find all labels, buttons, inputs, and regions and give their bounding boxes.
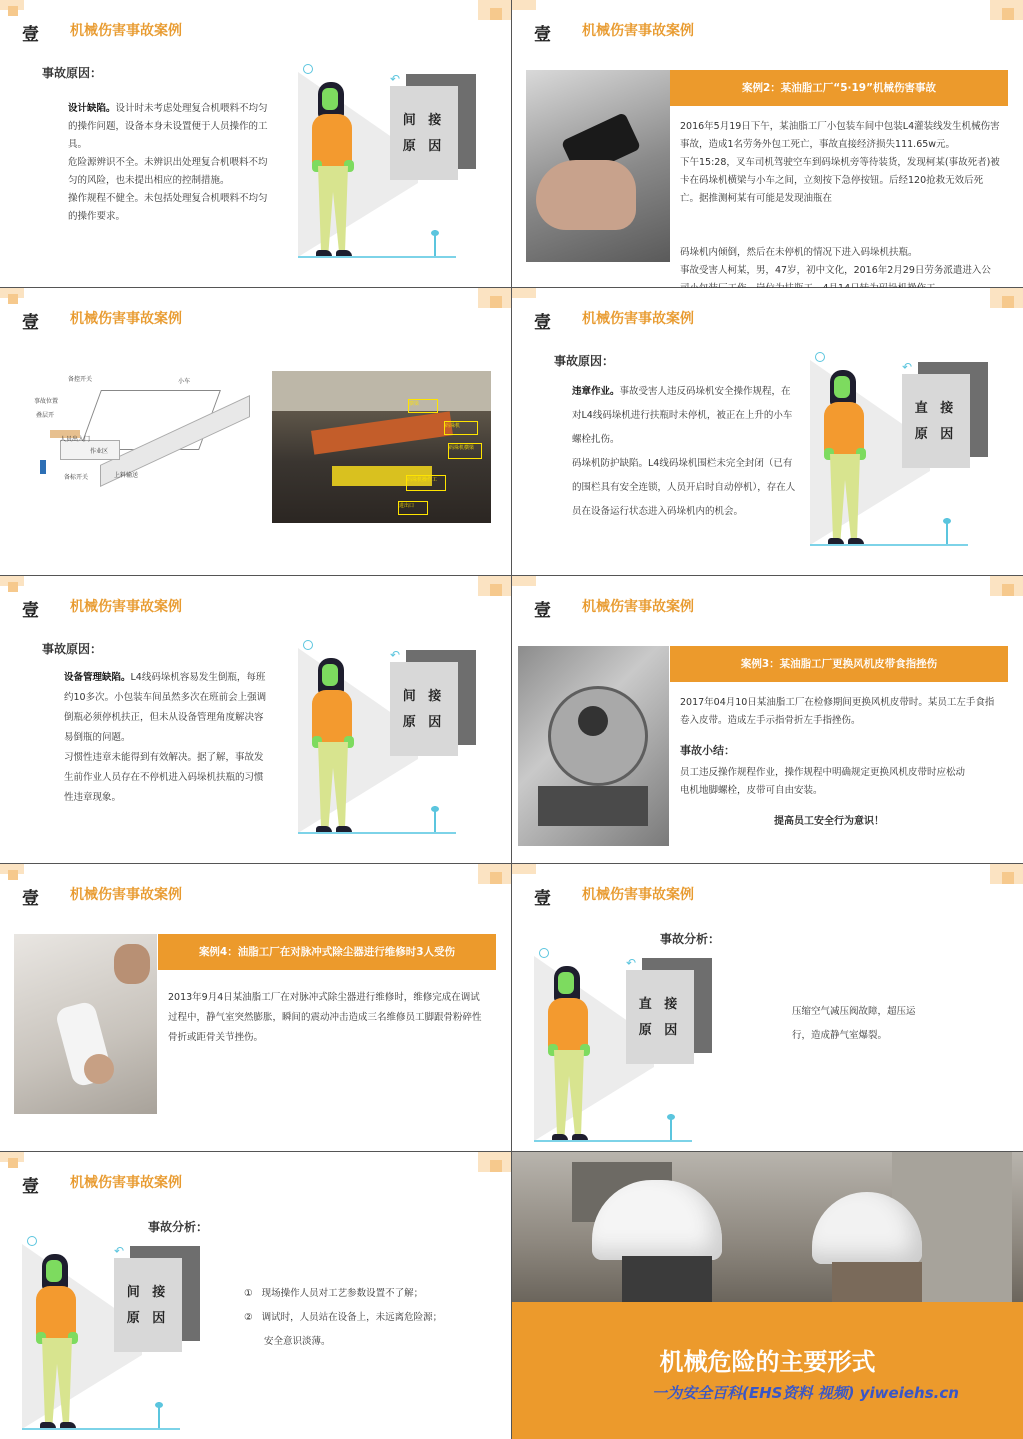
summary-text: 员工违反操作规程作业，操作规程中明确规定更换风机皮带时应松动电机地脚螺栓，皮带可自由安装。	[680, 767, 966, 796]
cause-text: 设备管理缺陷。L4线码垛机容易发生倒瓶，每班约10多次。小包装车间虽然多次在班前会上强调倒瓶必须停机扶正，但未从设备管理角度解决容易倒瓶的问题。 习惯性违章未能得到有效解决。据了解，事故发生前作业人员存在不停机进入码垛机扶瓶的习惯性违章现象。	[64, 672, 267, 803]
indirect-cause-card: 间 接 原 因	[390, 86, 458, 180]
analysis-list	[244, 1282, 474, 1354]
cause-text: 设计缺陷。设计时未考虑处理复合机喂料不均匀的操作问题，设备本身未设置便于人员操作的工具。 危险源辨识不全。未辨识出处理复合机喂料不均匀的风险，也未提出相应的控制措施。 操作规程不健全。未包括处理复合机喂料不均匀的操作要求。	[68, 103, 268, 222]
slide-1	[0, 0, 511, 287]
factory-photo: 横梁 码垛机 码垛机横梁 码垛机操作工 进出口	[272, 371, 491, 523]
slide-title: 机械伤害事故案例	[582, 311, 694, 327]
section-number: 壹	[22, 601, 39, 621]
slide-title: 机械伤害事故案例	[70, 23, 182, 39]
slide-title: 机械伤害事故案例	[70, 1175, 182, 1191]
fan-photo	[518, 646, 669, 846]
case-text: 2017年04月10日某油脂工厂在检修期间更换风机皮带时。某员工左手食指卷入皮带。造成左手示指骨折左手指挫伤。	[680, 697, 995, 726]
watermark-text: 一为安全百科(EHS资料 视频) yiweiehs.cn	[652, 1384, 959, 1402]
indirect-cause-card: 间 接 原 因	[390, 662, 458, 756]
case-text: 2013年9月4日某油脂工厂在对脉冲式除尘器进行维修时，维修完成在调试过程中，静气室突然膨胀，瞬间的震动冲击造成三名维修员工脚跟骨粉碎性骨折或距骨关节挫伤。	[168, 992, 482, 1043]
slide-title: 机械伤害事故案例	[70, 311, 182, 327]
slide-8	[512, 864, 1023, 1151]
phone-photo	[526, 70, 670, 262]
figure-direct: ↶ 直 接 原 因	[534, 946, 714, 1146]
figure-direct: ↶ 直 接 原 因	[810, 350, 990, 550]
list-item: ② 调试时，人员站在设备上，未远离危险源；	[244, 1312, 443, 1323]
injury-photo	[14, 934, 157, 1114]
section-number: 壹	[22, 25, 39, 45]
helmet-photo	[512, 1152, 1023, 1302]
person-illustration	[306, 82, 366, 262]
case-ribbon: 案例2：某油脂工厂“5·19”机械伤害事故	[670, 70, 1008, 106]
figure-indirect: ↶ 间 接 原 因	[298, 638, 478, 838]
section-number: 壹	[534, 889, 551, 909]
direct-cause-card: 直 接 原 因	[902, 374, 970, 468]
section-number: 壹	[534, 25, 551, 45]
slide-title: 机械伤害事故案例	[70, 887, 182, 903]
slide-5	[0, 576, 511, 863]
list-item: ① 现场操作人员对工艺参数设置不了解；	[244, 1288, 424, 1299]
person-illustration	[306, 658, 366, 838]
person-illustration	[30, 1254, 90, 1434]
cause-text: 违章作业。事故受害人违反码垛机安全操作规程，在对L4线码垛机进行扶瓶时未停机，被正在上升的小车螺栓扎伤。 码垛机防护缺陷。L4线码垛机围栏未完全封闭（已有的围栏具有安全连锁，人员开启时自动停机），存在人员在设备运行状态进入码垛机内的机会。	[572, 386, 796, 517]
slide-title: 机械伤害事故案例	[582, 599, 694, 615]
slide-7	[0, 864, 511, 1151]
section-heading: 事故分析：	[148, 1220, 209, 1234]
section-title: 机械危险的主要形式	[659, 1348, 876, 1376]
case-text: 2016年5月19日下午，某油脂工厂小包装车间中包装L4灌装线发生机械伤害事故，造成1名劳务外包工死亡，事故直接经济损失111.65w元。 下午15:28，叉车司机驾驶空车到码垛机旁等待装货，发现柯某(事故死者)被卡在码垛机横梁与小车之间，立刻按下急停按钮。后经120抢救无效后死亡。据推测柯某有可能是发现油瓶在 码垛机内倾倒，然后在未停机的情况下进入码垛机扶瓶。 事故受害人柯某，男，47岁，初中文化，2016年2月29日劳务派遣进入公	[680, 121, 1000, 276]
slide-2	[512, 0, 1023, 287]
slide-title: 机械伤害事故案例	[582, 23, 694, 39]
summary-heading: 事故小结：	[680, 744, 735, 757]
figure-indirect: ↶ 间 接 原 因	[22, 1234, 202, 1434]
slide-3	[0, 288, 511, 575]
person-illustration	[542, 966, 602, 1146]
section-heading: 事故原因：	[42, 642, 103, 656]
section-number: 壹	[534, 313, 551, 333]
section-heading: 事故分析：	[660, 932, 721, 946]
figure-indirect: ↶ 间 接 原 因	[298, 62, 478, 262]
section-number: 壹	[534, 601, 551, 621]
slide-title: 机械伤害事故案例	[70, 599, 182, 615]
case-ribbon: 案例3：某油脂工厂更换风机皮带食指挫伤	[670, 646, 1008, 682]
section-number: 壹	[22, 313, 39, 333]
slide-6	[512, 576, 1023, 863]
list-item: 安全意识淡薄。	[264, 1336, 331, 1347]
person-illustration	[818, 370, 878, 550]
indirect-cause-card: 间 接 原 因	[114, 1258, 182, 1352]
slide-9	[0, 1152, 511, 1439]
direct-cause-card: 直 接 原 因	[626, 970, 694, 1064]
palletizer-diagram: 备控开关 小车 事故位置 叠层开 人员出入门 作业区 备标开关 上料输送	[30, 370, 262, 520]
section-number: 壹	[22, 1177, 39, 1197]
section-heading: 事故原因：	[42, 66, 103, 80]
slide-title: 机械伤害事故案例	[582, 887, 694, 903]
section-number: 壹	[22, 889, 39, 909]
case-ribbon: 案例4：油脂工厂在对脉冲式除尘器进行维修时3人受伤	[158, 934, 496, 970]
section-heading: 事故原因：	[554, 354, 615, 368]
slide-10	[512, 1152, 1023, 1439]
safety-slogan: 提高员工安全行为意识！	[774, 816, 884, 827]
slide-4	[512, 288, 1023, 575]
analysis-text: 压缩空气减压阀故障，超压运行，造成静气室爆裂。	[792, 1006, 916, 1041]
